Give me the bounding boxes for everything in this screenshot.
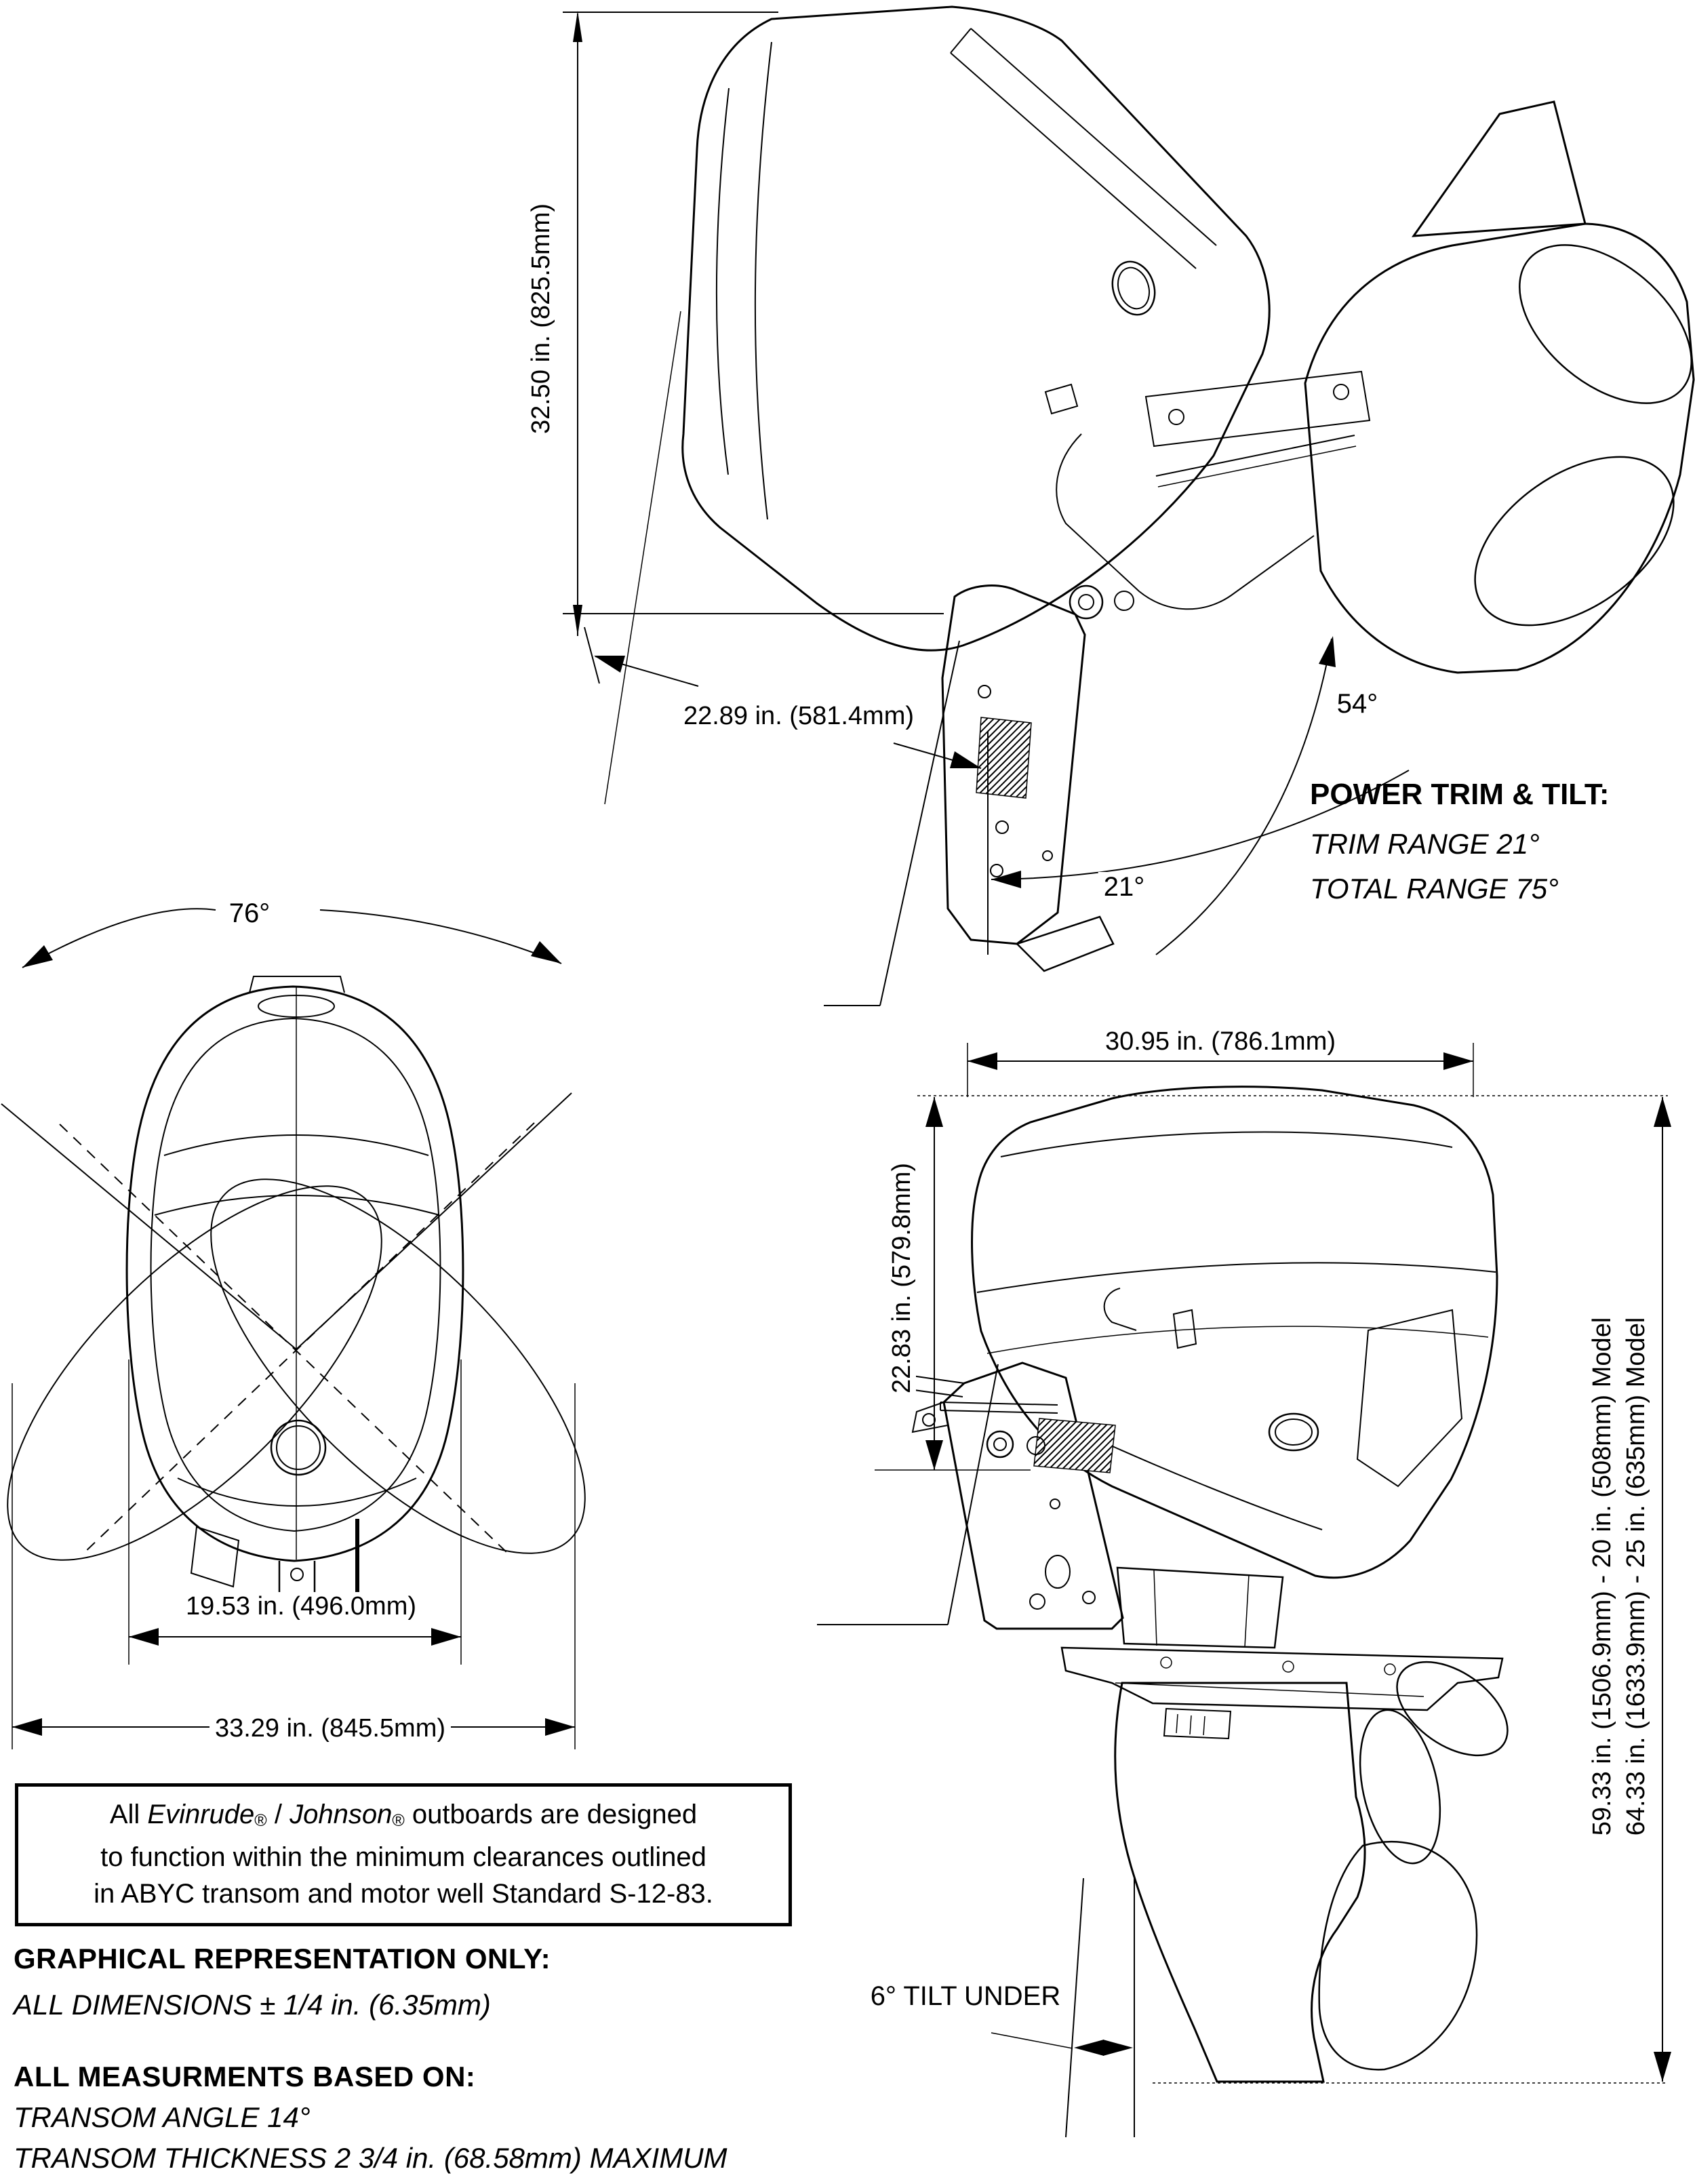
tilted-clearance-dimension: 22.89 in. (581.4mm) [678, 702, 919, 730]
abyc-pre: All [109, 1800, 140, 1829]
abyc-line-3: in ABYC transom and motor well Standard S-12-83. [94, 1879, 713, 1909]
brand-johnson: Johnson [290, 1800, 393, 1829]
steering-angle-label: 76° [224, 898, 276, 928]
trim-angle-label: 21° [1098, 872, 1151, 902]
cowl-height-dimension: 22.83 in. (579.8mm) [888, 1157, 916, 1399]
abyc-standard-note-box [15, 1783, 792, 1926]
top-view-linework [0, 909, 643, 1617]
registered-mark: ® [254, 1811, 267, 1830]
swing-width-dimension: 33.29 in. (845.5mm) [210, 1714, 451, 1743]
overall-height-dimensions [1585, 1317, 1653, 1836]
transom-thickness-note: TRANSOM THICKNESS 2 3/4 in. (68.58mm) MAXIMUM [14, 2142, 727, 2174]
abyc-line-2: to function within the minimum clearances outlined [100, 1842, 706, 1872]
abyc-slash: / [274, 1800, 282, 1829]
abyc-post: outboards are designed [412, 1800, 698, 1829]
tilted-height-dimension: 32.50 in. (825.5mm) [527, 198, 555, 439]
abyc-line-1 [22, 1796, 784, 1839]
side-view-dimensions [875, 1043, 1671, 2137]
power-trim-title: POWER TRIM & TILT: [1310, 778, 1610, 811]
power-trim-total: TOTAL RANGE 75° [1310, 873, 1559, 905]
top-view-dimensions [12, 1359, 575, 1749]
side-length-dimension: 30.95 in. (786.1mm) [1100, 1027, 1341, 1056]
power-trim-range: TRIM RANGE 21° [1310, 828, 1540, 860]
measurements-note-title: ALL MEASURMENTS BASED ON: [14, 2061, 476, 2092]
graphical-note-title: GRAPHICAL REPRESENTATION ONLY: [14, 1943, 551, 1974]
registered-mark: ® [392, 1811, 405, 1830]
cowl-width-dimension: 19.53 in. (496.0mm) [180, 1592, 422, 1621]
tilt-angle-label: 54° [1332, 689, 1384, 719]
height-25in-model: 64.33 in. (1633.9mm) - 25 in. (635mm) Model [1622, 1317, 1650, 1836]
height-20in-model: 59.33 in. (1506.9mm) - 20 in. (508mm) Model [1588, 1317, 1616, 1836]
brand-evinrude: Evinrude [147, 1800, 255, 1829]
transom-angle-note: TRANSOM ANGLE 14° [14, 2101, 311, 2133]
graphical-note-line: ALL DIMENSIONS ± 1/4 in. (6.35mm) [14, 1989, 491, 2021]
side-view-linework [817, 1087, 1524, 2082]
tilt-under-label: 6° TILT UNDER [865, 1981, 1066, 2011]
